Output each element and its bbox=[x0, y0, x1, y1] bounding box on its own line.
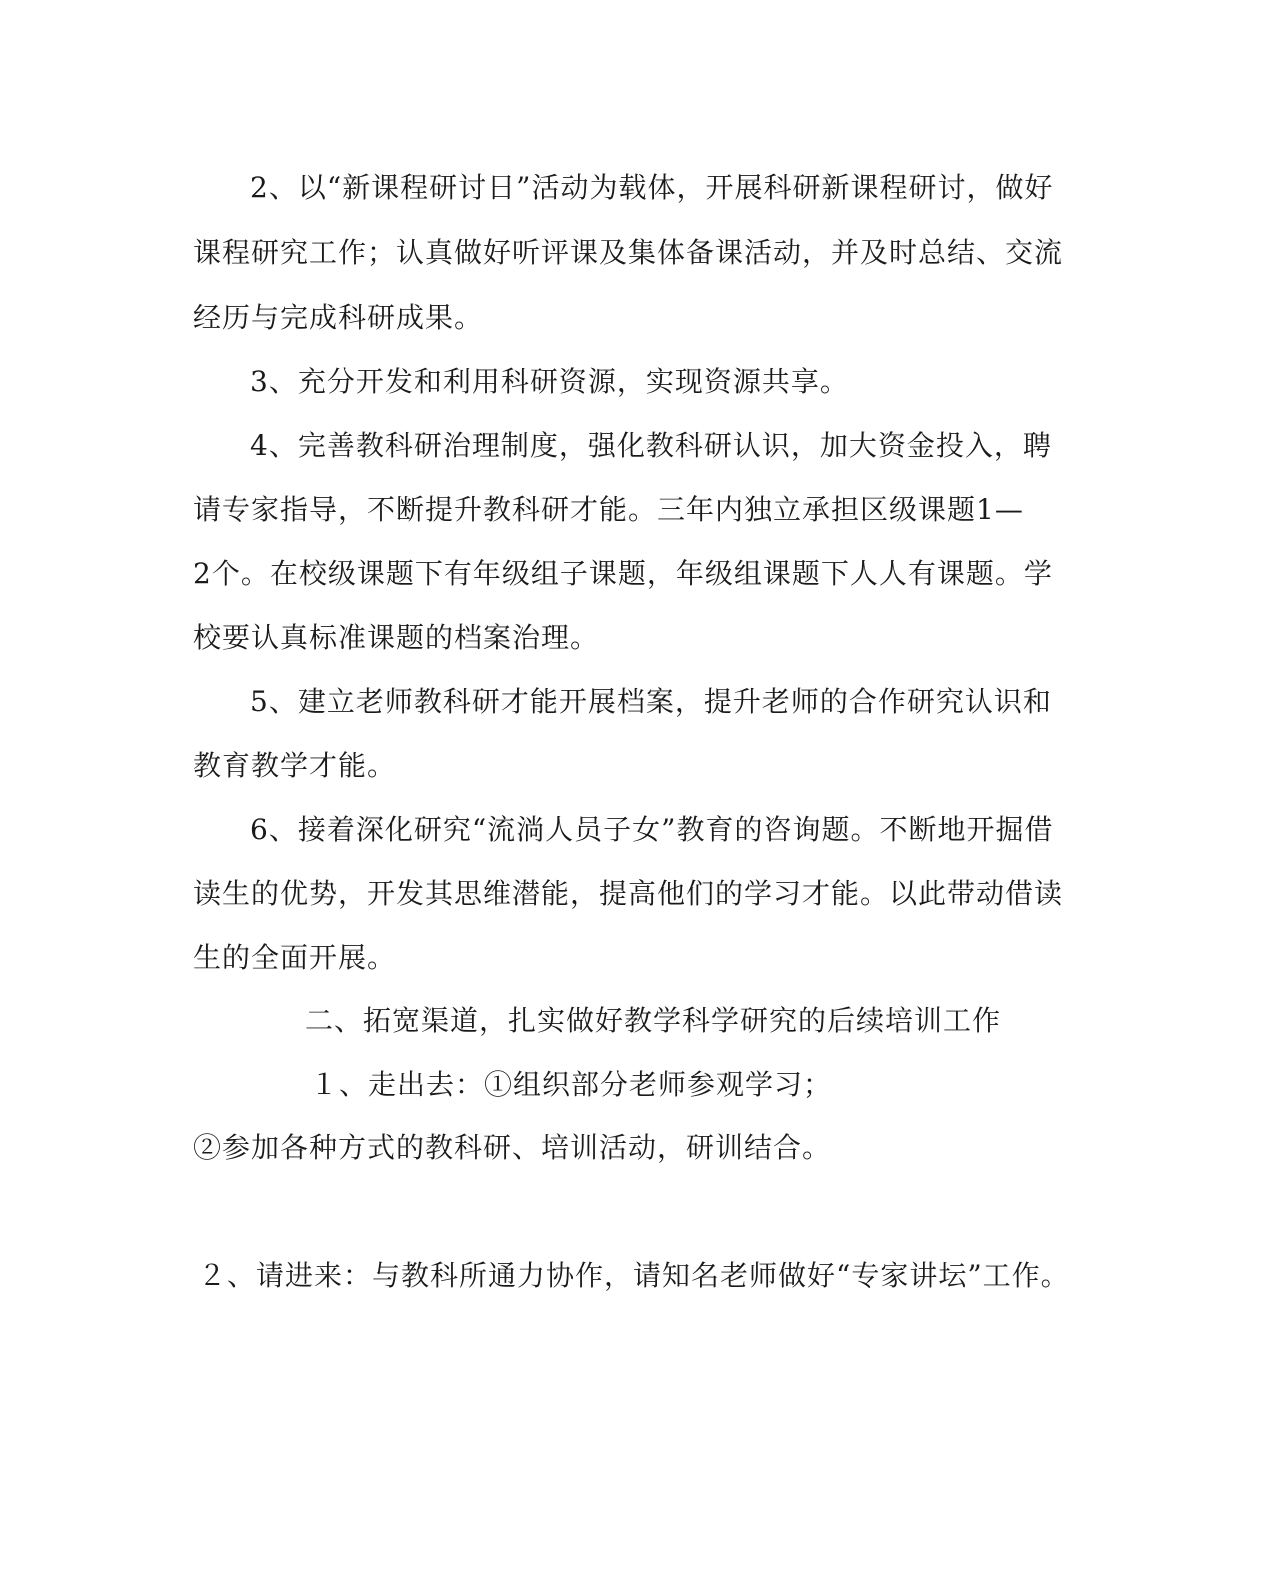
section-heading: 二、拓宽渠道，扎实做好教学科学研究的后续培训工作 bbox=[305, 1004, 1002, 1037]
paragraph-4-line-2: 请专家指导，不断提升教科研才能。三年内独立承担区级课题1— bbox=[193, 493, 1024, 526]
paragraph-4-line-4: 校要认真标准课题的档案治理。 bbox=[193, 621, 600, 654]
paragraph-4-line-3: 2个。在校级课题下有年级组子课题，年级组课题下人人有课题。学 bbox=[193, 557, 1053, 590]
paragraph-5-line-1: 5、建立老师教科研才能开展档案，提升老师的合作研究认识和 bbox=[250, 685, 1052, 718]
paragraph-2-line-1: 2、以“新课程研讨日”活动为载体，开展科研新课程研讨，做好 bbox=[250, 171, 1054, 204]
paragraph-6-line-2: 读生的优势，开发其思维潜能，提高他们的学习才能。以此带动借读 bbox=[193, 877, 1064, 910]
paragraph-3-line-1: 3、充分开发和利用科研资源，实现资源共享。 bbox=[250, 365, 849, 398]
item-2-line-1: ２、请进来：与教科所通力协作，请知名老师做好“专家讲坛”工作。 bbox=[198, 1259, 1070, 1292]
paragraph-2-line-2: 课程研究工作；认真做好听评课及集体备课活动，并及时总结、交流 bbox=[193, 236, 1064, 269]
paragraph-4-line-1: 4、完善教科研治理制度，强化教科研认识，加大资金投入，聘 bbox=[250, 429, 1052, 462]
item-1-line-2: ②参加各种方式的教科研、培训活动，研训结合。 bbox=[193, 1131, 832, 1164]
paragraph-2-line-3: 经历与完成科研成果。 bbox=[193, 301, 484, 334]
item-1-line-1: １、走出去：①组织部分老师参观学习； bbox=[310, 1068, 833, 1101]
paragraph-5-line-2: 教育教学才能。 bbox=[193, 749, 397, 782]
paragraph-6-line-3: 生的全面开展。 bbox=[193, 941, 397, 974]
paragraph-6-line-1: 6、接着深化研究“流淌人员子女”教育的咨询题。不断地开掘借 bbox=[250, 813, 1054, 846]
